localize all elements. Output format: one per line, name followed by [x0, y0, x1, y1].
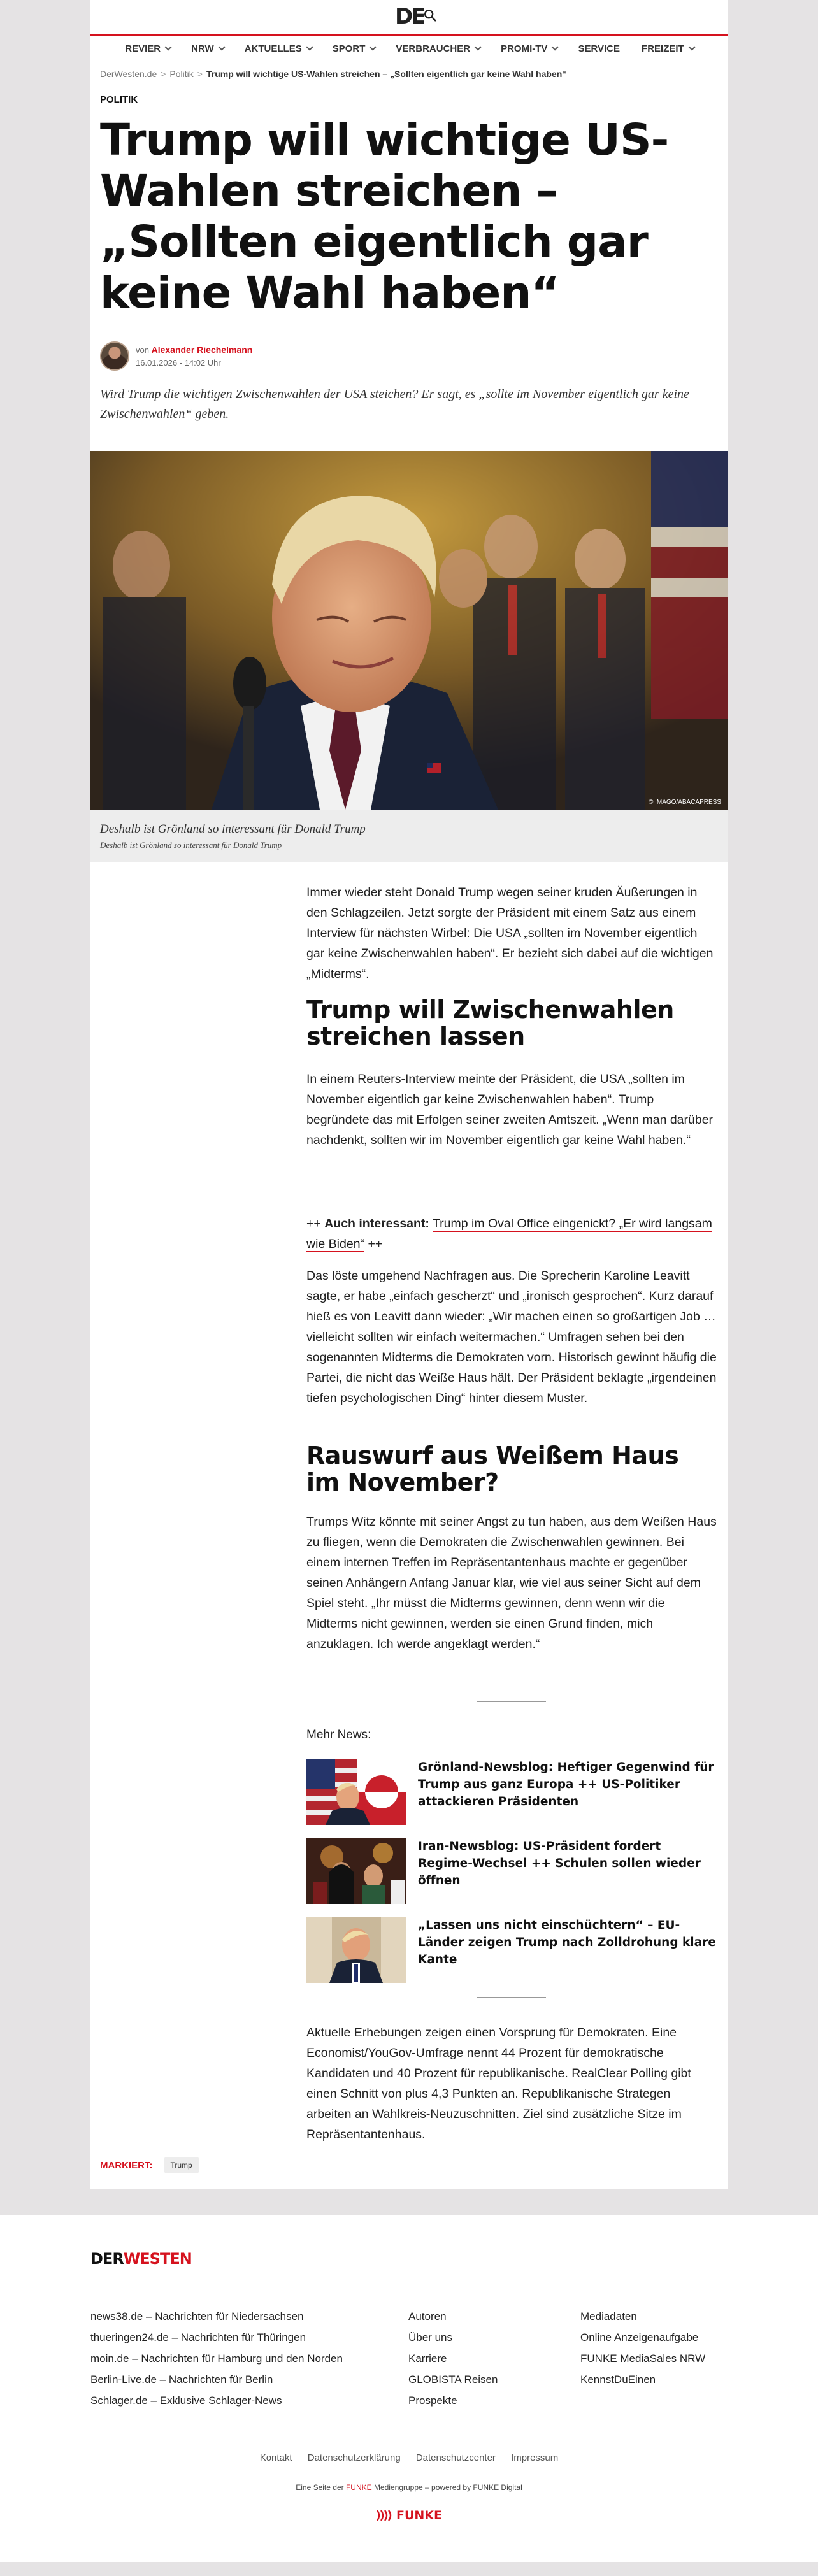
funke-arcs-icon: [376, 2509, 392, 2522]
article-headline: Trump will wichtige US-Wahlen streichen – „Sollten eigentlich gar keine Wahl haben“: [100, 115, 669, 318]
footer-link-datenschutzcenter[interactable]: Datenschutzcenter: [415, 2452, 496, 2463]
hero-image: [90, 451, 728, 810]
tags-row: [100, 2157, 199, 2173]
footer-logo-der: DER: [90, 2250, 124, 2268]
divider: [477, 1701, 546, 1702]
breadcrumb-item-home[interactable]: DerWesten.de: [100, 69, 157, 79]
footer-link-kontakt[interactable]: Kontakt: [259, 2452, 292, 2463]
more-news-title: Mehr News:: [306, 1728, 371, 1742]
news-thumbnail[interactable]: [306, 1759, 406, 1825]
footer-link[interactable]: news38.de – Nachrichten für Niedersachsen: [90, 2310, 304, 2322]
chevron-down-icon: [306, 43, 313, 50]
breadcrumb-current: Trump will wichtige US-Wahlen streichen – „Sollten eigentlich gar keine Wahl haben“: [206, 69, 567, 79]
byline: [100, 341, 252, 371]
content-column: [90, 0, 728, 2189]
footer-logo-westen: WESTEN: [123, 2250, 192, 2268]
breadcrumb: [100, 69, 566, 79]
site-footer: [0, 2215, 818, 2562]
footer-link[interactable]: Online Anzeigenaufgabe: [580, 2331, 699, 2343]
footer-legal-links: [0, 2452, 818, 2463]
subheading-1: Trump will Zwischenwahlen streichen lassen: [306, 996, 674, 1050]
breadcrumb-item-politik[interactable]: Politik: [169, 69, 194, 79]
footer-link[interactable]: GLOBISTA Reisen: [408, 2373, 498, 2386]
nav-item-aktuelles[interactable]: AKTUELLES: [234, 43, 322, 54]
news-headline[interactable]: „Lassen uns nicht einschüchtern“ – EU-Länder zeigen Trump nach Zolldrohung klare Kante: [418, 1919, 716, 1966]
paragraph-2: In einem Reuters-Interview meinte der Präsident, die USA „sollten im November eigentlich gar keine Zwischenwahlen haben“. Trump begründete das mit Erfolgen seiner zweiten Amtszeit. „Wenn man darüber nachdenkt, sollten wir im November eigentlich gar keine Wahl haben.“: [306, 1072, 714, 1147]
tag-chip-trump[interactable]: Trump: [164, 2157, 199, 2173]
trump-photo: [90, 451, 728, 810]
footer-ownership: [0, 2483, 818, 2492]
subheading-2: Rauswurf aus Weißem Haus im November?: [306, 1442, 679, 1496]
footer-link[interactable]: KennstDuEinen: [580, 2373, 656, 2386]
also-label: Auch interessant:: [324, 1217, 429, 1231]
publish-date: 16.01.2026 - 14:02 Uhr: [136, 357, 221, 368]
tags-label: MARKIERT:: [100, 2159, 153, 2171]
chevron-down-icon: [218, 43, 225, 50]
footer-company-links: [408, 2306, 498, 2411]
news-headline[interactable]: Iran-Newsblog: US-Präsident fordert Regime-Wechsel ++ Schulen sollen wieder öffnen: [418, 1840, 701, 1887]
site-header: [90, 0, 728, 34]
image-caption: [90, 810, 728, 862]
byline-text: [136, 343, 252, 369]
footer-link[interactable]: thueringen24.de – Nachrichten für Thüringen: [90, 2331, 306, 2343]
article-kicker: POLITIK: [100, 94, 138, 105]
site-logo[interactable]: DE: [395, 4, 424, 29]
ownership-prefix: Eine Seite der: [296, 2483, 346, 2492]
footer-partner-links: [90, 2306, 343, 2411]
search-icon[interactable]: [423, 8, 437, 22]
chevron-down-icon: [552, 43, 559, 50]
paragraph-4: Trumps Witz könnte mit seiner Angst zu tun haben, aus dem Weißen Haus zu fliegen, wenn die Demokraten die Zwischenwahlen gewinnen. Bei einem internen Treffen im Repräsentantenhaus machte er gegenüber seinen Anhängern Anfang Januar klar, wie viel aus seiner Sicht auf dem Spiel steht. „Ihr müsst die Midterms gewinnen, denn wenn wir die Midterms nicht gewinnen, werden sie einen Grund finden, mich anzuklagen. Ich werde angeklagt werden.“: [306, 1515, 717, 1651]
nav-item-promi-tv[interactable]: PROMI-TV: [490, 43, 567, 54]
footer-link-datenschutz[interactable]: Datenschutzerklärung: [307, 2452, 401, 2463]
caption-subtitle: Deshalb ist Grönland so interessant für Donald Trump: [100, 840, 282, 850]
footer-link[interactable]: Berlin-Live.de – Nachrichten für Berlin: [90, 2373, 273, 2386]
funke-logo-text: FUNKE: [396, 2508, 443, 2522]
ownership-brand[interactable]: FUNKE: [345, 2483, 372, 2492]
nav-item-sport[interactable]: SPORT: [322, 43, 385, 54]
footer-link-impressum[interactable]: Impressum: [511, 2452, 559, 2463]
footer-link[interactable]: Schlager.de – Exklusive Schlager-News: [90, 2394, 282, 2407]
footer-logo[interactable]: [90, 2250, 192, 2268]
byline-prefix: von: [136, 345, 149, 355]
article-teaser: Wird Trump die wichtigen Zwischenwahlen der USA steichen? Er sagt, es „sollte im November eigentlich gar keine Zwischenwahlen“ geben.: [100, 387, 689, 421]
author-link[interactable]: Alexander Riechelmann: [151, 344, 253, 355]
image-credit: © IMAGO/ABACAPRESS: [648, 799, 721, 806]
footer-link[interactable]: Prospekte: [408, 2394, 457, 2407]
nav-item-revier[interactable]: REVIER: [114, 43, 180, 54]
footer-link[interactable]: Autoren: [408, 2310, 447, 2322]
news-thumbnail[interactable]: [306, 1917, 406, 1983]
news-headline[interactable]: Grönland-Newsblog: Heftiger Gegenwind für Trump aus ganz Europa ++ US-Politiker attackieren Präsidenten: [418, 1761, 714, 1808]
nav-item-service[interactable]: SERVICE: [578, 43, 621, 54]
divider: [477, 1997, 546, 1998]
footer-media-links: [580, 2306, 705, 2390]
breadcrumb-separator: >: [161, 69, 166, 79]
footer-link[interactable]: Karriere: [408, 2352, 447, 2365]
also-interesting: [306, 1213, 717, 1254]
also-suffix: ++: [364, 1237, 383, 1251]
nav-item-verbraucher[interactable]: VERBRAUCHER: [385, 43, 490, 54]
caption-title: Deshalb ist Grönland so interessant für Donald Trump: [100, 822, 366, 836]
news-thumbnail[interactable]: [306, 1838, 406, 1904]
nav-item-freizeit[interactable]: FREIZEIT: [631, 43, 704, 54]
ownership-suffix: Mediengruppe – powered by FUNKE Digital: [371, 2483, 522, 2492]
paragraph-1: Immer wieder steht Donald Trump wegen seiner kruden Äußerungen in den Schlagzeilen. Jetzt sorgte der Präsident mit einem Satz aus einem Interview für nächsten Wirbel: Die USA „sollten im November eigentlich gar keine Zwischenwahlen haben“. Er bezieht sich dabei auf die wichtigen „Midterms“.: [306, 885, 714, 981]
chevron-down-icon: [370, 43, 377, 50]
author-avatar[interactable]: [100, 341, 129, 371]
also-prefix: ++: [306, 1217, 325, 1231]
nav-item-nrw[interactable]: NRW: [180, 43, 234, 54]
chevron-down-icon: [688, 43, 695, 50]
also-interesting-link[interactable]: Trump im Oval Office eingenickt? „Er wird langsam wie Biden“: [306, 1217, 712, 1251]
main-navigation: [90, 34, 728, 61]
chevron-down-icon: [165, 43, 172, 50]
more-news-item[interactable]: [306, 1759, 717, 1825]
more-news-item[interactable]: [306, 1838, 717, 1904]
funke-logo[interactable]: [376, 2508, 442, 2522]
paragraph-3: Das löste umgehend Nachfragen aus. Die Sprecherin Karoline Leavitt sagte, er habe „einfach gescherzt“ und „ironisch gesprochen“. Kurz darauf hieß es von Leavitt dann wieder: „Wir machen einen so großartigen Job … vielleicht sollten wir einfach weitermachen.“ Umfragen sehen bei den sogenannten Midterms die Demokraten vorn. Historisch gewinnt häufig die Partei, die nicht das Weiße Haus hält. Der Präsident beklagte „irgendeinen tiefen psychologischen Ding“ hinter diesem Muster.: [306, 1269, 717, 1405]
footer-link[interactable]: Mediadaten: [580, 2310, 637, 2322]
breadcrumb-separator: >: [197, 69, 203, 79]
chevron-down-icon: [475, 43, 482, 50]
footer-link[interactable]: FUNKE MediaSales NRW: [580, 2352, 706, 2365]
footer-link[interactable]: moin.de – Nachrichten für Hamburg und den Norden: [90, 2352, 343, 2365]
footer-link[interactable]: Über uns: [408, 2331, 452, 2343]
paragraph-5: Aktuelle Erhebungen zeigen einen Vorsprung für Demokraten. Eine Economist/YouGov-Umfrage nennt 44 Prozent für demokratische Kandidaten und 40 Prozent für republikanische. RealClear Polling gibt einen Schnitt von plus 4,3 Punkten an. Republikanische Strategen arbeiten an Wahlkreis-Neuzuschnitten. Ziel sind zusätzliche Sitze im Repräsentantenhaus.: [306, 2026, 691, 2142]
more-news-item[interactable]: [306, 1917, 717, 1983]
